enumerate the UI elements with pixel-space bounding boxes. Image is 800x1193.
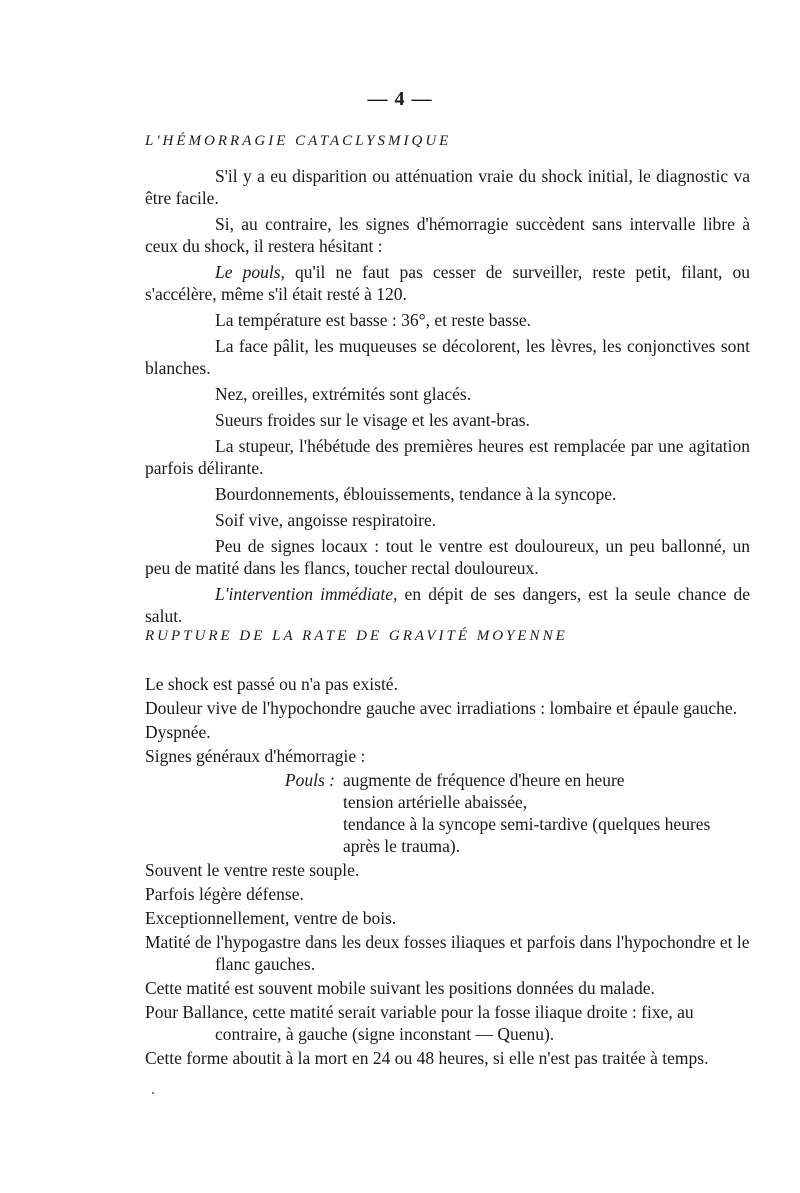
pouls-label: Pouls : [284, 770, 335, 790]
list-item: Cette forme aboutit à la mort en 24 ou 48 heures, si elle n'est pas traitée à temps. [145, 1048, 709, 1068]
list-item: Cette matité est souvent mobile suivant les positions données du malade. [145, 978, 655, 998]
paragraph: L'intervention immédiate, en dépit de ses dangers, est la seule chance de salut. [145, 584, 750, 626]
paragraph: Si, au contraire, les signes d'hémorragie succèdent sans intervalle libre à ceux du shock, il restera hésitant : [145, 214, 750, 256]
list-item: Dyspnée. [145, 722, 211, 742]
page-number: — 4 — [367, 88, 433, 110]
list-item: Signes généraux d'hémorragie : [145, 746, 366, 766]
pouls-line: augmente de fréquence d'heure en heure [343, 770, 625, 790]
pouls-line: tension artérielle abaissée, [343, 792, 528, 812]
section-heading-rupture-rate: RUPTURE DE LA RATE DE GRAVITÉ MOYENNE [145, 628, 568, 644]
emphasis: Le pouls, [215, 262, 285, 282]
list-item: Pour Ballance, cette matité serait variable pour la fosse iliaque droite : fixe, au contraire, à gauche (signe inconstant — Quenu). [145, 1002, 694, 1044]
paragraph: La température est basse : 36°, et reste basse. [215, 310, 532, 330]
list-item: Parfois légère défense. [145, 884, 304, 904]
paragraph: Bourdonnements, éblouissements, tendance à la syncope. [215, 484, 617, 504]
pouls-lines [343, 769, 750, 857]
section-heading-hemorragie: L'HÉMORRAGIE CATACLYSMIQUE [145, 133, 452, 149]
list-item: Exceptionnellement, ventre de bois. [145, 908, 397, 928]
paragraph: La stupeur, l'hébétude des premières heures est remplacée par une agitation parfois délirante. [145, 436, 750, 478]
section2-body [145, 673, 750, 1071]
paragraph: Nez, oreilles, extrémités sont glacés. [215, 384, 472, 404]
list-item: Le shock est passé ou n'a pas existé. [145, 674, 398, 694]
paragraph: La face pâlit, les muqueuses se décolorent, les lèvres, les conjonctives sont blanches. [145, 336, 750, 378]
paragraph: S'il y a eu disparition ou atténuation vraie du shock initial, le diagnostic va être facile. [145, 166, 750, 208]
pouls-block [145, 769, 750, 857]
emphasis: L'intervention immédiate, [215, 584, 398, 604]
section1-body [145, 165, 750, 631]
pouls-line: tendance à la syncope semi-tardive (quelques heures après le trauma). [343, 814, 711, 856]
list-item: Matité de l'hypogastre dans les deux fosses iliaques et parfois dans l'hypochondre et le flanc gauches. [145, 932, 750, 974]
paragraph: Peu de signes locaux : tout le ventre est douloureux, un peu ballonné, un peu de matité dans les flancs, toucher rectal douloureux. [145, 536, 750, 578]
paragraph: Soif vive, angoisse respiratoire. [215, 510, 437, 530]
list-item: Souvent le ventre reste souple. [145, 860, 360, 880]
print-speck [152, 1092, 154, 1094]
paragraph: Le pouls, qu'il ne faut pas cesser de surveiller, reste petit, filant, ou s'accélère, même s'il était resté à 120. [145, 262, 750, 304]
paragraph: Sueurs froides sur le visage et les avant-bras. [215, 410, 530, 430]
list-item: Douleur vive de l'hypochondre gauche avec irradiations : lombaire et épaule gauche. [145, 698, 738, 718]
